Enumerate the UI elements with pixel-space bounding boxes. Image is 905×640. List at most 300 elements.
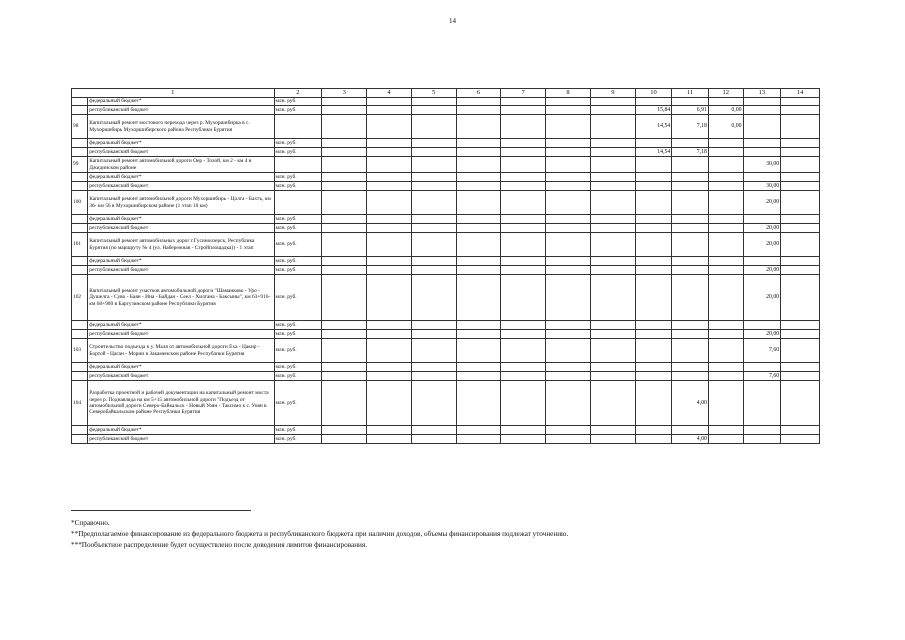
value-cell [322, 321, 367, 330]
table-row [72, 339, 820, 363]
value-cell [456, 115, 501, 139]
row-unit: млн. руб. [274, 106, 322, 115]
value-cell [322, 224, 367, 233]
value-cell [501, 233, 546, 257]
value-cell [501, 275, 546, 321]
value-cell [456, 191, 501, 215]
value-cell [456, 363, 501, 372]
value-cell [546, 115, 591, 139]
value-cell [781, 330, 820, 339]
row-name: Капитальный ремонт участков автомобильной дороги "Шаманково - Уро - Душелга - Суво - Баян - Ина - Байдан - Сеел - Хилгана - Баксыны", км 63+916- км 68+900 в Баргузинском районе Республики Бурятия [88, 275, 274, 321]
row-unit: млн. руб. [274, 173, 322, 182]
value-cell [367, 157, 412, 173]
value-cell [708, 233, 743, 257]
value-cell [367, 139, 412, 148]
value-cell [743, 139, 781, 148]
table-row [72, 381, 820, 426]
value-cell [456, 372, 501, 381]
value-cell [781, 173, 820, 182]
value-cell [367, 426, 412, 435]
column-header: 12 [708, 89, 743, 98]
value-cell [672, 157, 709, 173]
value-cell [672, 215, 709, 224]
value-cell [411, 98, 456, 106]
value-cell [635, 215, 672, 224]
column-header: 13 [743, 89, 781, 98]
value-cell [546, 435, 591, 444]
value-cell: 15,84 [635, 106, 672, 115]
value-cell [367, 266, 412, 275]
value-cell: 20,00 [743, 233, 781, 257]
value-cell [367, 215, 412, 224]
value-cell [743, 435, 781, 444]
value-cell [546, 426, 591, 435]
value-cell: 20,00 [743, 330, 781, 339]
row-name: федеральный бюджет* [88, 426, 274, 435]
value-cell [781, 139, 820, 148]
value-cell [635, 257, 672, 266]
value-cell [672, 257, 709, 266]
value-cell [501, 98, 546, 106]
value-cell [781, 363, 820, 372]
value-cell [672, 275, 709, 321]
value-cell [590, 148, 635, 157]
value-cell [367, 257, 412, 266]
value-cell [367, 275, 412, 321]
value-cell [322, 426, 367, 435]
value-cell [743, 173, 781, 182]
value-cell [781, 435, 820, 444]
value-cell [501, 173, 546, 182]
value-cell [781, 182, 820, 191]
table-row [72, 98, 820, 106]
value-cell [322, 233, 367, 257]
value-cell [367, 224, 412, 233]
value-cell [743, 381, 781, 426]
value-cell [411, 275, 456, 321]
column-header: 6 [456, 89, 501, 98]
value-cell [781, 191, 820, 215]
value-cell [781, 233, 820, 257]
value-cell [708, 182, 743, 191]
value-cell [546, 173, 591, 182]
value-cell [501, 426, 546, 435]
value-cell [708, 435, 743, 444]
value-cell [590, 233, 635, 257]
row-name: Разработка проектной и рабочей документации на капитальный ремонт моста через р. Поднавляда на км 5+15 автомобильной дороги "Подъезд от автомобильной дороги Северо-Байкальск - Новый Уоян - Таксимо к с. Уоян в Северобайкальском районе Республики Бурятия [88, 381, 274, 426]
value-cell [590, 139, 635, 148]
value-cell [456, 233, 501, 257]
column-header: 11 [672, 89, 709, 98]
value-cell [590, 173, 635, 182]
value-cell [411, 330, 456, 339]
table-row [72, 157, 820, 173]
value-cell [781, 266, 820, 275]
value-cell [456, 157, 501, 173]
value-cell [781, 115, 820, 139]
page-number: 14 [449, 17, 456, 25]
value-cell [781, 257, 820, 266]
row-number: 100 [72, 191, 88, 215]
value-cell [456, 339, 501, 363]
value-cell [708, 191, 743, 215]
value-cell [322, 98, 367, 106]
value-cell [322, 435, 367, 444]
value-cell [411, 115, 456, 139]
table-row [72, 233, 820, 257]
footnotes [71, 518, 568, 550]
column-header: 14 [781, 89, 820, 98]
table-row [72, 363, 820, 372]
value-cell [708, 224, 743, 233]
row-number [72, 182, 88, 191]
value-cell [367, 381, 412, 426]
value-cell [743, 257, 781, 266]
column-header: 2 [274, 89, 322, 98]
value-cell [708, 275, 743, 321]
table-row [72, 182, 820, 191]
value-cell [546, 381, 591, 426]
row-name: республиканский бюджет [88, 182, 274, 191]
value-cell: 7,18 [672, 115, 709, 139]
row-number [72, 321, 88, 330]
column-header: 3 [322, 89, 367, 98]
row-name: Капитальный ремонт мостового перехода через р. Мухоршибирка в с. Мухоршибирь Мухоршибирского района Республики Бурятия [88, 115, 274, 139]
value-cell [411, 148, 456, 157]
value-cell [367, 321, 412, 330]
value-cell [367, 173, 412, 182]
value-cell [781, 215, 820, 224]
value-cell [590, 215, 635, 224]
row-name: республиканский бюджет [88, 106, 274, 115]
row-name: федеральный бюджет* [88, 139, 274, 148]
footnote: ***Пообъектное распределение будет осуществлено после доведения лимитов финансирования. [71, 540, 368, 549]
value-cell [501, 321, 546, 330]
row-name: федеральный бюджет* [88, 215, 274, 224]
value-cell [501, 339, 546, 363]
table-row [72, 215, 820, 224]
value-cell [635, 339, 672, 363]
value-cell [367, 363, 412, 372]
value-cell [781, 224, 820, 233]
value-cell [456, 139, 501, 148]
value-cell [546, 215, 591, 224]
row-name: республиканский бюджет [88, 372, 274, 381]
value-cell [708, 266, 743, 275]
column-header: 8 [546, 89, 591, 98]
value-cell [322, 191, 367, 215]
value-cell [590, 426, 635, 435]
value-cell [501, 215, 546, 224]
value-cell [501, 224, 546, 233]
row-name: республиканский бюджет [88, 330, 274, 339]
value-cell [322, 148, 367, 157]
value-cell [411, 191, 456, 215]
value-cell: 7,60 [743, 339, 781, 363]
value-cell: 30,00 [743, 182, 781, 191]
table-row [72, 435, 820, 444]
value-cell [456, 435, 501, 444]
value-cell [456, 275, 501, 321]
row-number [72, 139, 88, 148]
row-unit [274, 157, 322, 173]
value-cell [635, 363, 672, 372]
value-cell [456, 381, 501, 426]
row-name: республиканский бюджет [88, 148, 274, 157]
value-cell [501, 182, 546, 191]
value-cell [635, 266, 672, 275]
value-cell [743, 148, 781, 157]
value-cell [411, 215, 456, 224]
value-cell [322, 372, 367, 381]
value-cell [672, 339, 709, 363]
value-cell [590, 224, 635, 233]
value-cell [672, 233, 709, 257]
column-header: 4 [367, 89, 412, 98]
value-cell: 4,00 [672, 435, 709, 444]
footnote: **Предполагаемое финансирование из федерального бюджета и республиканского бюджета при наличии доходов, объемы финансирования подлежат уточнению. [71, 529, 569, 538]
value-cell: 14,54 [635, 115, 672, 139]
value-cell [411, 224, 456, 233]
value-cell [672, 266, 709, 275]
row-number: 104 [72, 381, 88, 426]
value-cell [708, 330, 743, 339]
value-cell [708, 321, 743, 330]
value-cell [367, 339, 412, 363]
column-header: 5 [411, 89, 456, 98]
value-cell [635, 233, 672, 257]
value-cell [635, 98, 672, 106]
value-cell [411, 257, 456, 266]
row-number [72, 372, 88, 381]
value-cell [322, 330, 367, 339]
value-cell [635, 139, 672, 148]
value-cell [411, 139, 456, 148]
table-row [72, 224, 820, 233]
row-name: федеральный бюджет* [88, 257, 274, 266]
value-cell: 20,00 [743, 224, 781, 233]
value-cell: 20,00 [743, 266, 781, 275]
value-cell [590, 321, 635, 330]
value-cell [743, 98, 781, 106]
value-cell [635, 173, 672, 182]
value-cell [322, 215, 367, 224]
value-cell [672, 98, 709, 106]
row-unit: млн. руб. [274, 148, 322, 157]
value-cell [456, 182, 501, 191]
row-number [72, 215, 88, 224]
value-cell [411, 381, 456, 426]
table-row [72, 173, 820, 182]
value-cell [590, 257, 635, 266]
value-cell [546, 98, 591, 106]
row-number: 101 [72, 233, 88, 257]
value-cell [456, 173, 501, 182]
value-cell [635, 426, 672, 435]
value-cell [322, 257, 367, 266]
value-cell: 20,00 [743, 191, 781, 215]
value-cell [672, 321, 709, 330]
value-cell [501, 372, 546, 381]
value-cell [322, 182, 367, 191]
value-cell [635, 224, 672, 233]
value-cell [708, 339, 743, 363]
value-cell [322, 266, 367, 275]
value-cell [501, 157, 546, 173]
value-cell: 30,00 [743, 157, 781, 173]
row-unit: млн. руб. [274, 233, 322, 257]
value-cell [501, 257, 546, 266]
value-cell [546, 257, 591, 266]
value-cell [367, 98, 412, 106]
value-cell [367, 191, 412, 215]
value-cell [411, 157, 456, 173]
value-cell [590, 330, 635, 339]
value-cell [411, 372, 456, 381]
table-row [72, 372, 820, 381]
value-cell [456, 98, 501, 106]
column-header: 10 [635, 89, 672, 98]
value-cell [546, 148, 591, 157]
value-cell [501, 435, 546, 444]
value-cell: 0,00 [708, 106, 743, 115]
value-cell [322, 139, 367, 148]
financing-table [71, 88, 820, 444]
value-cell: 4,00 [672, 381, 709, 426]
value-cell [635, 381, 672, 426]
row-number: 103 [72, 339, 88, 363]
value-cell [635, 191, 672, 215]
value-cell [546, 363, 591, 372]
row-unit: млн. руб. [274, 139, 322, 148]
row-number [72, 148, 88, 157]
value-cell [456, 215, 501, 224]
value-cell [411, 173, 456, 182]
value-cell [501, 266, 546, 275]
value-cell [743, 363, 781, 372]
value-cell [781, 372, 820, 381]
value-cell [672, 191, 709, 215]
row-number [72, 330, 88, 339]
value-cell [672, 330, 709, 339]
row-unit [274, 191, 322, 215]
row-unit: млн. руб. [274, 426, 322, 435]
value-cell [708, 363, 743, 372]
value-cell [411, 233, 456, 257]
row-unit: млн. руб. [274, 266, 322, 275]
value-cell [456, 330, 501, 339]
value-cell [501, 363, 546, 372]
column-header: 9 [590, 89, 635, 98]
value-cell: 7,60 [743, 372, 781, 381]
value-cell [590, 157, 635, 173]
value-cell [781, 381, 820, 426]
value-cell [546, 233, 591, 257]
value-cell [322, 106, 367, 115]
value-cell [367, 372, 412, 381]
row-number [72, 257, 88, 266]
value-cell [708, 257, 743, 266]
row-unit: млн. руб. [274, 98, 322, 106]
value-cell [411, 106, 456, 115]
value-cell [456, 321, 501, 330]
value-cell: 0,00 [708, 115, 743, 139]
value-cell [501, 191, 546, 215]
value-cell [546, 139, 591, 148]
table-row [72, 148, 820, 157]
value-cell [635, 157, 672, 173]
value-cell [635, 182, 672, 191]
row-number: 99 [72, 157, 88, 173]
value-cell [590, 266, 635, 275]
row-unit: млн. руб. [274, 339, 322, 363]
value-cell [501, 106, 546, 115]
value-cell [743, 426, 781, 435]
value-cell [322, 381, 367, 426]
row-unit: млн. руб. [274, 330, 322, 339]
value-cell [546, 224, 591, 233]
row-number: 98 [72, 115, 88, 139]
row-unit: млн. руб. [274, 182, 322, 191]
value-cell [501, 115, 546, 139]
value-cell [781, 339, 820, 363]
footnote: *Справочно. [71, 519, 110, 527]
value-cell [411, 435, 456, 444]
table-row [72, 266, 820, 275]
value-cell [322, 339, 367, 363]
value-cell [322, 275, 367, 321]
table-row [72, 330, 820, 339]
value-cell [781, 106, 820, 115]
row-number [72, 224, 88, 233]
value-cell [411, 363, 456, 372]
value-cell [456, 257, 501, 266]
value-cell [367, 106, 412, 115]
value-cell [635, 330, 672, 339]
row-name: Капитальный ремонт автомобильной дороги Мухоршибирь - Цолга - Бахтъ, км 36- км 56 в Мухоршибирском районе (1 этап 10 км) [88, 191, 274, 215]
row-unit: млн. руб. [274, 215, 322, 224]
value-cell [635, 275, 672, 321]
value-cell [590, 106, 635, 115]
value-cell [781, 426, 820, 435]
row-number [72, 106, 88, 115]
column-header: 7 [501, 89, 546, 98]
row-name: федеральный бюджет* [88, 321, 274, 330]
value-cell [590, 275, 635, 321]
row-name: Капитальный ремонт автомобильных дорог г.Гусиноозерск, Республика Бурятия (по маршруту № 4 (ул. Набережная - Стройплощадка)) - 1 этап [88, 233, 274, 257]
value-cell [743, 106, 781, 115]
value-cell [635, 435, 672, 444]
row-number [72, 173, 88, 182]
table-row [72, 275, 820, 321]
value-cell [322, 363, 367, 372]
value-cell [708, 98, 743, 106]
column-header: 1 [72, 89, 275, 98]
value-cell [590, 115, 635, 139]
value-cell [546, 106, 591, 115]
row-number [72, 98, 88, 106]
value-cell [672, 224, 709, 233]
table-body [72, 89, 820, 444]
value-cell [456, 148, 501, 157]
value-cell [367, 233, 412, 257]
value-cell [708, 157, 743, 173]
value-cell [501, 139, 546, 148]
value-cell [781, 148, 820, 157]
value-cell [781, 157, 820, 173]
table-row [72, 115, 820, 139]
value-cell [590, 363, 635, 372]
